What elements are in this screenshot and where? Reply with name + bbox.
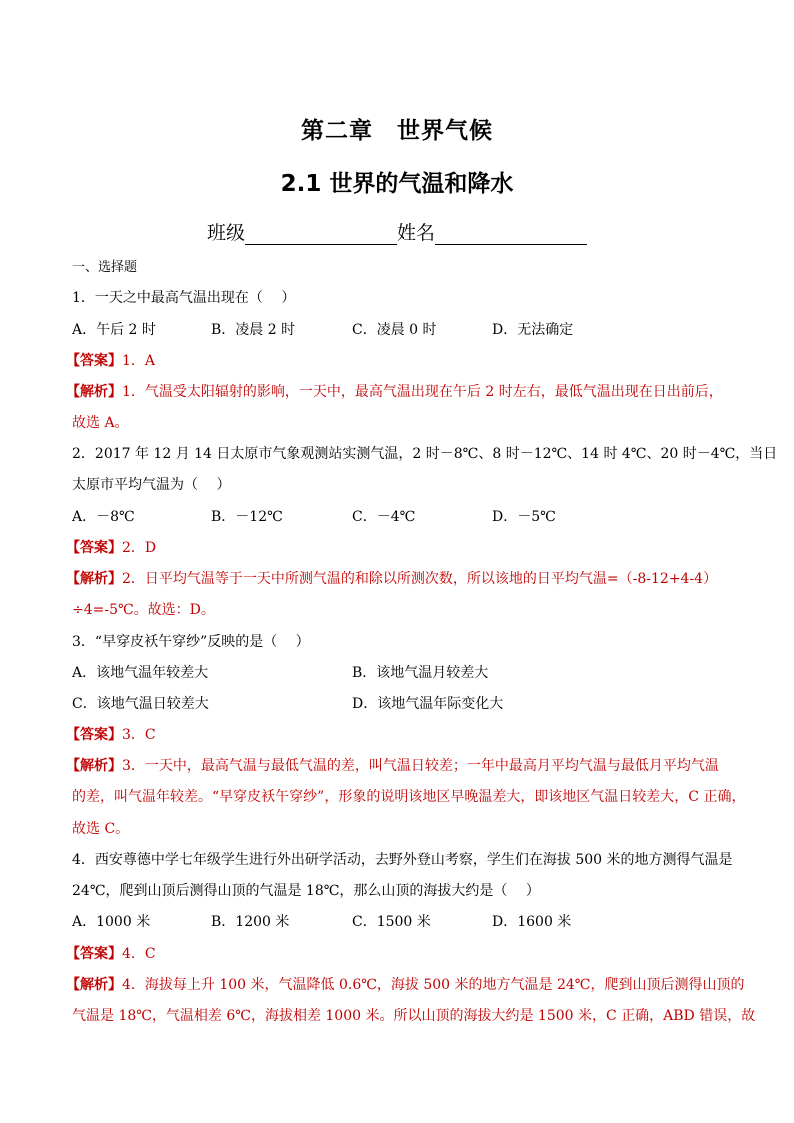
question-3-stem: 3．“早穿皮袄午穿纱”反映的是（ ） xyxy=(72,634,310,650)
question-4-stem-line-2: 24℃，爬到山顶后测得山顶的气温是 18℃，那么山顶的海拔大约是（ ） xyxy=(72,883,540,899)
section-title: 2.1 世界的气温和降水 xyxy=(280,171,514,197)
q3-analysis-line-2: 的差，叫气温年较差。“早穿皮袄午穿纱”，形象的说明该地区早晚温差大，即该地区气温日较差大，C 正确， xyxy=(72,789,746,805)
answer-tag: 【答案】 xyxy=(66,540,122,556)
question-4-stem-line-1: 4．西安尊德中学七年级学生进行外出研学活动，去野外登山考察，学生们在海拔 500 米的地方测得气温是 xyxy=(72,852,733,868)
answer-tag: 【答案】 xyxy=(66,727,122,743)
q1-answer xyxy=(66,352,155,370)
q1-option-c: C．凌晨 0 时 xyxy=(352,322,437,338)
q3-answer xyxy=(66,726,156,744)
q1-option-a: A．午后 2 时 xyxy=(72,322,156,338)
q4-analysis-line-1: 4．海拔每上升 100 米，气温降低 0.6℃，海拔 500 米的地方气温是 24℃，爬到山顶后测得山顶的 xyxy=(122,977,745,993)
answer-tag: 【答案】 xyxy=(66,946,122,962)
q3-analysis-line-1: 3．一天中，最高气温与最低气温的差，叫气温日较差；一年中最高月平均气温与最低月平均气温 xyxy=(122,758,719,774)
q4-option-c: C．1500 米 xyxy=(352,914,431,930)
q3-option-c: C．该地气温日较差大 xyxy=(72,696,209,712)
q2-answer xyxy=(66,539,156,557)
q1-analysis-line-2: 故选 A。 xyxy=(72,415,129,431)
q4-option-d: D．1600 米 xyxy=(492,914,572,930)
answer-tag: 【答案】 xyxy=(66,353,122,369)
class-blank[interactable] xyxy=(245,224,397,245)
q4-analysis xyxy=(66,976,744,994)
analysis-tag: 【解析】 xyxy=(66,977,122,993)
name-label: 姓名 xyxy=(397,222,436,244)
analysis-tag: 【解析】 xyxy=(66,571,122,587)
q2-analysis xyxy=(66,570,717,588)
q1-answer-value: 1．A xyxy=(122,353,156,369)
q3-answer-value: 3．C xyxy=(122,727,156,743)
analysis-tag: 【解析】 xyxy=(66,758,122,774)
name-blank[interactable] xyxy=(435,224,587,245)
q4-option-b: B．1200 米 xyxy=(211,914,290,930)
section-heading: 一、选择题 xyxy=(72,260,138,275)
chapter-title: 第二章 世界气候 xyxy=(301,118,493,144)
q1-analysis xyxy=(66,383,723,401)
q2-analysis-line-1: 2．日平均气温等于一天中所测气温的和除以所测次数，所以该地的日平均气温=（-8-12+4-4） xyxy=(122,571,718,587)
q3-option-a: A．该地气温年较差大 xyxy=(72,665,209,681)
q4-option-a: A．1000 米 xyxy=(72,914,151,930)
analysis-tag: 【解析】 xyxy=(66,384,122,400)
q4-answer xyxy=(66,945,156,963)
question-1-stem: 1．一天之中最高气温出现在（ ） xyxy=(72,290,296,306)
q1-option-d: D．无法确定 xyxy=(492,322,574,338)
q3-option-b: B．该地气温月较差大 xyxy=(352,665,489,681)
q2-analysis-line-2: ÷4=-5℃。故选：D。 xyxy=(72,602,215,618)
question-2-stem-line-1: 2．2017 年 12 月 14 日太原市气象观测站实测气温，2 时－8℃、8 时－12℃、14 时 4℃、20 时－4℃，当日 xyxy=(72,446,778,462)
q1-analysis-line-1: 1．气温受太阳辐射的影响，一天中，最高气温出现在午后 2 时左右，最低气温出现在日出前后， xyxy=(122,384,723,400)
q4-answer-value: 4．C xyxy=(122,946,156,962)
class-label: 班级 xyxy=(206,222,245,244)
class-name-line xyxy=(0,218,794,245)
question-2-stem-line-2: 太原市平均气温为（ ） xyxy=(72,477,231,493)
q2-option-c: C．－4℃ xyxy=(352,509,416,525)
q2-option-b: B．－12℃ xyxy=(211,509,283,525)
q3-option-d: D．该地气温年际变化大 xyxy=(352,696,504,712)
q4-analysis-line-2: 气温是 18℃，气温相差 6℃，海拔相差 1000 米。所以山顶的海拔大约是 1500 米，C 正确，ABD 错误，故 xyxy=(72,1008,756,1024)
q1-option-b: B．凌晨 2 时 xyxy=(211,322,296,338)
q3-analysis-line-3: 故选 C。 xyxy=(72,821,130,837)
q2-option-a: A．－8℃ xyxy=(72,509,135,525)
q2-answer-value: 2．D xyxy=(122,540,157,556)
q2-option-d: D．－5℃ xyxy=(492,509,556,525)
q3-analysis xyxy=(66,757,719,775)
